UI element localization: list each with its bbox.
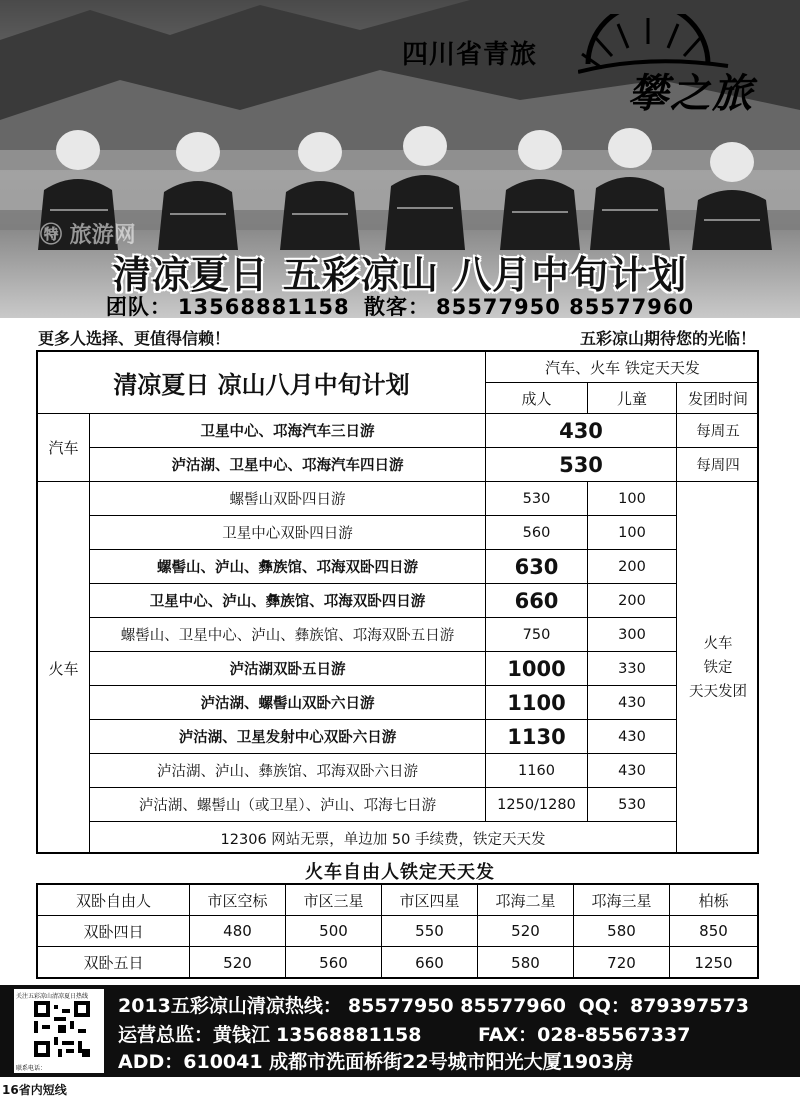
qr-caption-bottom: 联系电话： — [16, 1065, 47, 1072]
director-phone[interactable]: 13568881158 — [276, 1024, 422, 1046]
free-table-cell: 560 — [286, 947, 382, 978]
group-phone[interactable]: 13568881158 — [177, 295, 350, 318]
director-label: 运营总监：黄钱江 — [118, 1024, 271, 1046]
train-schedule-line1: 火车 — [703, 636, 733, 652]
free-header-cell: 邛海三星 — [574, 885, 670, 916]
free-header-cell: 市区空标 — [190, 885, 286, 916]
free-table-cell: 520 — [478, 916, 574, 947]
fax-number: FAX：028-85567337 — [478, 1024, 691, 1046]
train-child-price-4: 200 — [588, 584, 677, 618]
hotline-line — [118, 991, 755, 1018]
page-title: 清凉夏日 五彩凉山 八月中旬计划 — [112, 253, 688, 297]
train-adult-price-9: 1160 — [486, 754, 588, 788]
qq-number[interactable]: QQ：879397573 — [578, 995, 749, 1017]
bus-route-1: 卫星中心、邛海汽车三日游 — [90, 414, 486, 448]
train-route-9: 泸沽湖、泸山、彝族馆、邛海双卧六日游 — [90, 754, 486, 788]
free-header-cell: 市区三星 — [286, 885, 382, 916]
free-table-cell: 550 — [382, 916, 478, 947]
plan-table — [36, 350, 759, 854]
category-bus: 汽车 — [38, 414, 90, 482]
train-child-price-6: 330 — [588, 652, 677, 686]
train-adult-price-7: 1100 — [486, 686, 588, 720]
train-child-price-10: 530 — [588, 788, 677, 822]
train-adult-price-2: 560 — [486, 516, 588, 550]
train-child-price-8: 430 — [588, 720, 677, 754]
free-traveler-table — [36, 883, 759, 979]
qr-code-icon — [34, 1001, 90, 1057]
footnote: 12306 网站无票，单边加 50 手续费，铁定天天发 — [90, 822, 677, 854]
header-top: 汽车、火车 铁定天天发 — [486, 352, 759, 383]
free-table-cell: 1250 — [694, 953, 733, 972]
train-adult-price-10: 1250/1280 — [486, 788, 588, 822]
header-adult: 成人 — [486, 383, 588, 414]
free-traveler-title: 火车自由人铁定天天发 — [305, 862, 495, 883]
footer-bar — [0, 985, 800, 1077]
free-table-cell: 500 — [286, 916, 382, 947]
train-adult-price-6: 1000 — [486, 652, 588, 686]
bus-route-2: 泸沽湖、卫星中心、邛海汽车四日游 — [90, 448, 486, 482]
individual-label: 散客： — [363, 295, 430, 318]
train-adult-price-4: 660 — [486, 584, 588, 618]
qr-code[interactable] — [14, 989, 104, 1073]
free-table-cell: 580 — [574, 916, 670, 947]
tagline-right: 五彩凉山期待您的光临！ — [579, 329, 756, 348]
individual-phones[interactable]: 85577950 85577960 — [435, 295, 695, 318]
bus-schedule-1: 每周五 — [677, 414, 759, 448]
train-child-price-9: 430 — [588, 754, 677, 788]
train-route-6: 泸沽湖双卧五日游 — [90, 652, 486, 686]
train-adult-price-3: 630 — [486, 550, 588, 584]
free-table-cell: 720 — [574, 947, 670, 978]
train-route-7: 泸沽湖、螺髻山双卧六日游 — [90, 686, 486, 720]
category-train: 火车 — [38, 482, 90, 854]
hero-banner — [0, 0, 800, 318]
director-line — [118, 1020, 427, 1047]
hotline-phones[interactable]: 85577950 85577960 — [347, 995, 567, 1017]
header-child: 儿童 — [588, 383, 677, 414]
free-header-cell: 双卧自由人 — [38, 885, 190, 916]
train-adult-price-1: 530 — [486, 482, 588, 516]
train-route-8: 泸沽湖、卫星发射中心双卧六日游 — [90, 720, 486, 754]
watermark: ㊕ 旅游网 — [40, 223, 136, 248]
free-table-cell: 双卧四日 — [38, 916, 190, 947]
page-tag: 16省内短线 — [2, 1083, 67, 1097]
free-table-cell: 660 — [382, 947, 478, 978]
train-schedule-line2: 铁定 — [703, 660, 733, 676]
train-child-price-1: 100 — [588, 482, 677, 516]
free-table-cell: 480 — [190, 916, 286, 947]
train-child-price-3: 200 — [588, 550, 677, 584]
bus-schedule-2: 每周四 — [677, 448, 759, 482]
free-header-cell: 柏栎 — [670, 885, 757, 916]
train-schedule-line3: 天天发团 — [689, 684, 747, 700]
free-table-cell: 双卧五日 — [38, 947, 190, 978]
hero-contact — [0, 291, 800, 318]
tagline-left: 更多人选择、更值得信赖！ — [38, 329, 231, 348]
train-child-price-2: 100 — [588, 516, 677, 550]
train-route-5: 螺髻山、卫星中心、泸山、彝族馆、邛海双卧五日游 — [90, 618, 486, 652]
qr-caption-top: 关注五彩凉山清凉夏日热线 — [16, 993, 89, 1000]
plan-title: 清凉夏日 凉山八月中旬计划 — [38, 352, 486, 414]
bus-price-1: 430 — [486, 414, 677, 448]
hotline-label: 2013五彩凉山清凉热线： — [118, 995, 342, 1017]
train-route-4: 卫星中心、泸山、彝族馆、邛海双卧四日游 — [90, 584, 486, 618]
header-schedule: 发团时间 — [677, 383, 759, 414]
free-table-cell: 850 — [670, 916, 757, 947]
bus-price-2: 530 — [486, 448, 677, 482]
train-adult-price-5: 750 — [486, 618, 588, 652]
train-route-2: 卫星中心双卧四日游 — [90, 516, 486, 550]
brand-script-logo: 攀之旅 — [628, 70, 754, 117]
train-schedule — [677, 482, 759, 854]
train-child-price-7: 430 — [588, 686, 677, 720]
group-label: 团队： — [105, 295, 172, 318]
free-table-cell: 580 — [478, 947, 574, 978]
free-header-cell: 邛海二星 — [478, 885, 574, 916]
brand-name: 四川省青旅 — [402, 40, 538, 70]
train-route-1: 螺髻山双卧四日游 — [90, 482, 486, 516]
train-route-3: 螺髻山、泸山、彝族馆、邛海双卧四日游 — [90, 550, 486, 584]
train-adult-price-8: 1130 — [486, 720, 588, 754]
free-table-cell: 520 — [190, 947, 286, 978]
train-child-price-5: 300 — [588, 618, 677, 652]
address-line: ADD：610041 成都市洗面桥街22号城市阳光大厦1903房 — [118, 1051, 634, 1073]
train-route-10: 泸沽湖、螺髻山（或卫星）、泸山、邛海七日游 — [90, 788, 486, 822]
free-header-cell: 市区四星 — [382, 885, 478, 916]
